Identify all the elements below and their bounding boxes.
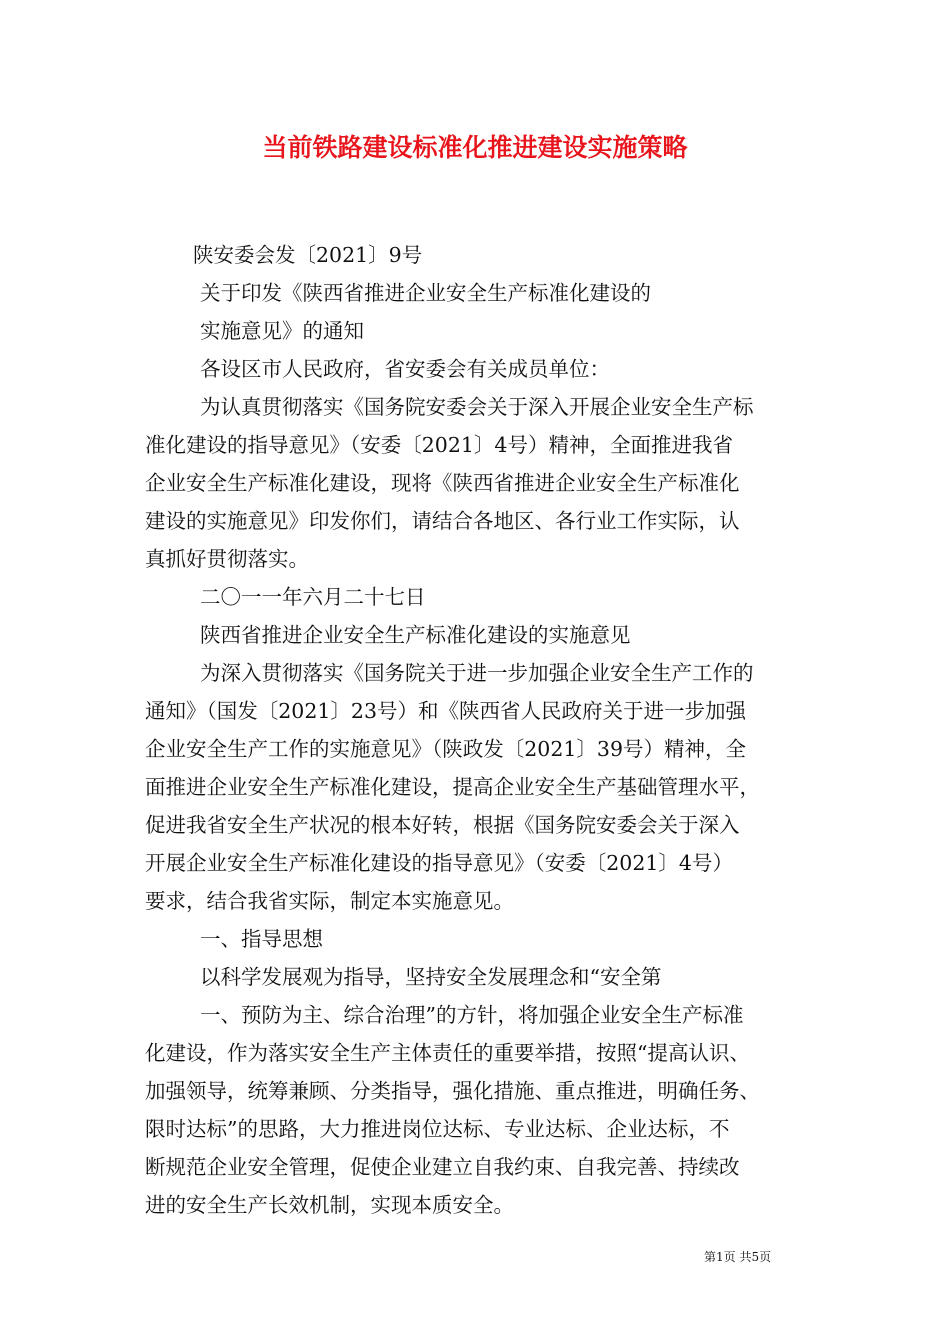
paragraph-line: 为认真贯彻落实《国务院安委会关于深入开展企业安全生产标 [200,395,754,419]
paragraph-line: 开展企业安全生产标准化建设的指导意见》（安委〔2021〕4号） [145,851,733,875]
paragraph-line: 企业安全生产工作的实施意见》（陕政发〔2021〕39号）精神，全 [145,737,747,761]
notice-title-line-2: 实施意见》的通知 [200,319,364,343]
paragraph-line: 要求，结合我省实际，制定本实施意见。 [145,889,514,913]
addressee-line: 各设区市人民政府，省安委会有关成员单位： [200,357,610,381]
paragraph-line: 真抓好贯彻落实。 [145,547,309,571]
paragraph-line: 化建设，作为落实安全生产主体责任的重要举措，按照“提高认识、 [145,1041,750,1065]
doc-number: 陕安委会发〔2021〕9号 [193,243,423,267]
paragraph-line: 加强领导，统筹兼顾、分类指导，强化措施、重点推进，明确任务、 [145,1079,760,1103]
paragraph-line: 为深入贯彻落实《国务院关于进一步加强企业安全生产工作的 [200,661,754,685]
date-line: 二〇一一年六月二十七日 [200,585,426,609]
paragraph-line: 断规范企业安全管理，促使企业建立自我约束、自我完善、持续改 [145,1155,740,1179]
paragraph-line: 促进我省安全生产状况的根本好转，根据《国务院安委会关于深入 [145,813,740,837]
page-number-footer: 第1页 共5页 [704,1250,772,1264]
paragraph-line: 准化建设的指导意见》（安委〔2021〕4号）精神，全面推进我省 [145,433,733,457]
paragraph-line: 以科学发展观为指导，坚持安全发展理念和“安全第 [200,965,662,989]
heading-guiding-thought: 一、指导思想 [200,927,323,951]
section-title: 陕西省推进企业安全生产标准化建设的实施意见 [200,623,631,647]
notice-title-line-1: 关于印发《陕西省推进企业安全生产标准化建设的 [200,281,651,305]
paragraph-line: 通知》（国发〔2021〕23号）和《陕西省人民政府关于进一步加强 [145,699,747,723]
paragraph-line: 面推进企业安全生产标准化建设，提高企业安全生产基础管理水平， [145,775,760,799]
document-title: 当前铁路建设标准化推进建设实施策略 [262,133,688,162]
paragraph-line: 进的安全生产长效机制，实现本质安全。 [145,1193,514,1217]
paragraph-line: 限时达标”的思路，大力推进岗位达标、专业达标、企业达标，不 [145,1117,730,1141]
paragraph-line: 企业安全生产标准化建设，现将《陕西省推进企业安全生产标准化 [145,471,740,495]
paragraph-line: 建设的实施意见》印发你们，请结合各地区、各行业工作实际，认 [145,509,740,533]
paragraph-line: 一、预防为主、综合治理”的方针，将加强企业安全生产标准 [200,1003,744,1027]
